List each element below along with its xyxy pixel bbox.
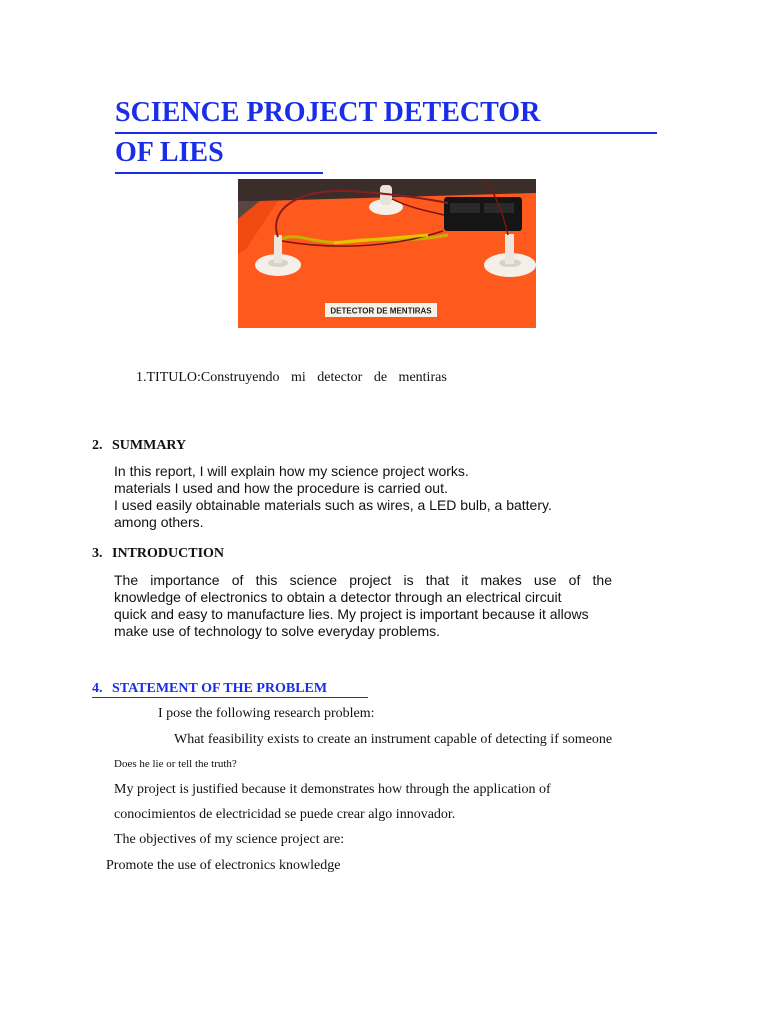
- introduction-heading-text: INTRODUCTION: [112, 546, 225, 561]
- introduction-number: 3.: [92, 546, 103, 561]
- question-line-2: Does he lie or tell the truth?: [114, 758, 237, 770]
- problem-heading: [92, 681, 368, 698]
- justified-line-2: conocimientos de electricidad se puede crear algo innovador.: [114, 807, 456, 822]
- summary-number: 2.: [92, 438, 103, 453]
- title-line-1: SCIENCE PROJECT DETECTOR: [115, 94, 657, 134]
- objective-text: Promote the use of electronics knowledge: [106, 858, 341, 873]
- introduction-paragraph: [114, 572, 612, 640]
- document-title: [115, 94, 675, 174]
- project-photo-illustration: [238, 179, 536, 328]
- title-line-2: OF LIES: [115, 134, 323, 174]
- objectives-intro: The objectives of my science project are:: [114, 832, 345, 847]
- introduction-line: knowledge of electronics to obtain a detector through an electrical circuit: [114, 589, 562, 605]
- summary-heading-text: SUMMARY: [112, 438, 187, 453]
- problem-number: 4.: [92, 681, 103, 696]
- project-photo: [238, 179, 536, 328]
- introduction-line: quick and easy to manufacture lies. My project is important because it allows: [114, 606, 589, 622]
- introduction-line: make use of technology to solve everyday problems.: [114, 623, 441, 639]
- introduction-heading: [92, 546, 224, 562]
- problem-heading-text: STATEMENT OF THE PROBLEM: [112, 681, 328, 696]
- titulo-line: 1.TITULO:Construyendo mi detector de mentiras: [136, 370, 447, 385]
- objective-item: [92, 858, 340, 874]
- summary-line: materials I used and how the procedure is carried out.: [114, 480, 448, 496]
- photo-label: DETECTOR DE MENTIRAS: [330, 306, 432, 316]
- justified-line-1: My project is justified because it demonstrates how through the application of: [114, 782, 551, 797]
- summary-paragraph: [114, 463, 612, 531]
- summary-line: I used easily obtainable materials such as wires, a LED bulb, a battery.: [114, 497, 552, 513]
- question-line-1: What feasibility exists to create an instrument capable of detecting if someone: [174, 732, 613, 747]
- summary-line: In this report, I will explain how my science project works.: [114, 463, 469, 479]
- introduction-line: The importance of this science project is that it makes use of the: [114, 572, 612, 588]
- summary-line: among others.: [114, 514, 204, 530]
- pose-line: I pose the following research problem:: [158, 706, 375, 721]
- summary-heading: [92, 438, 186, 454]
